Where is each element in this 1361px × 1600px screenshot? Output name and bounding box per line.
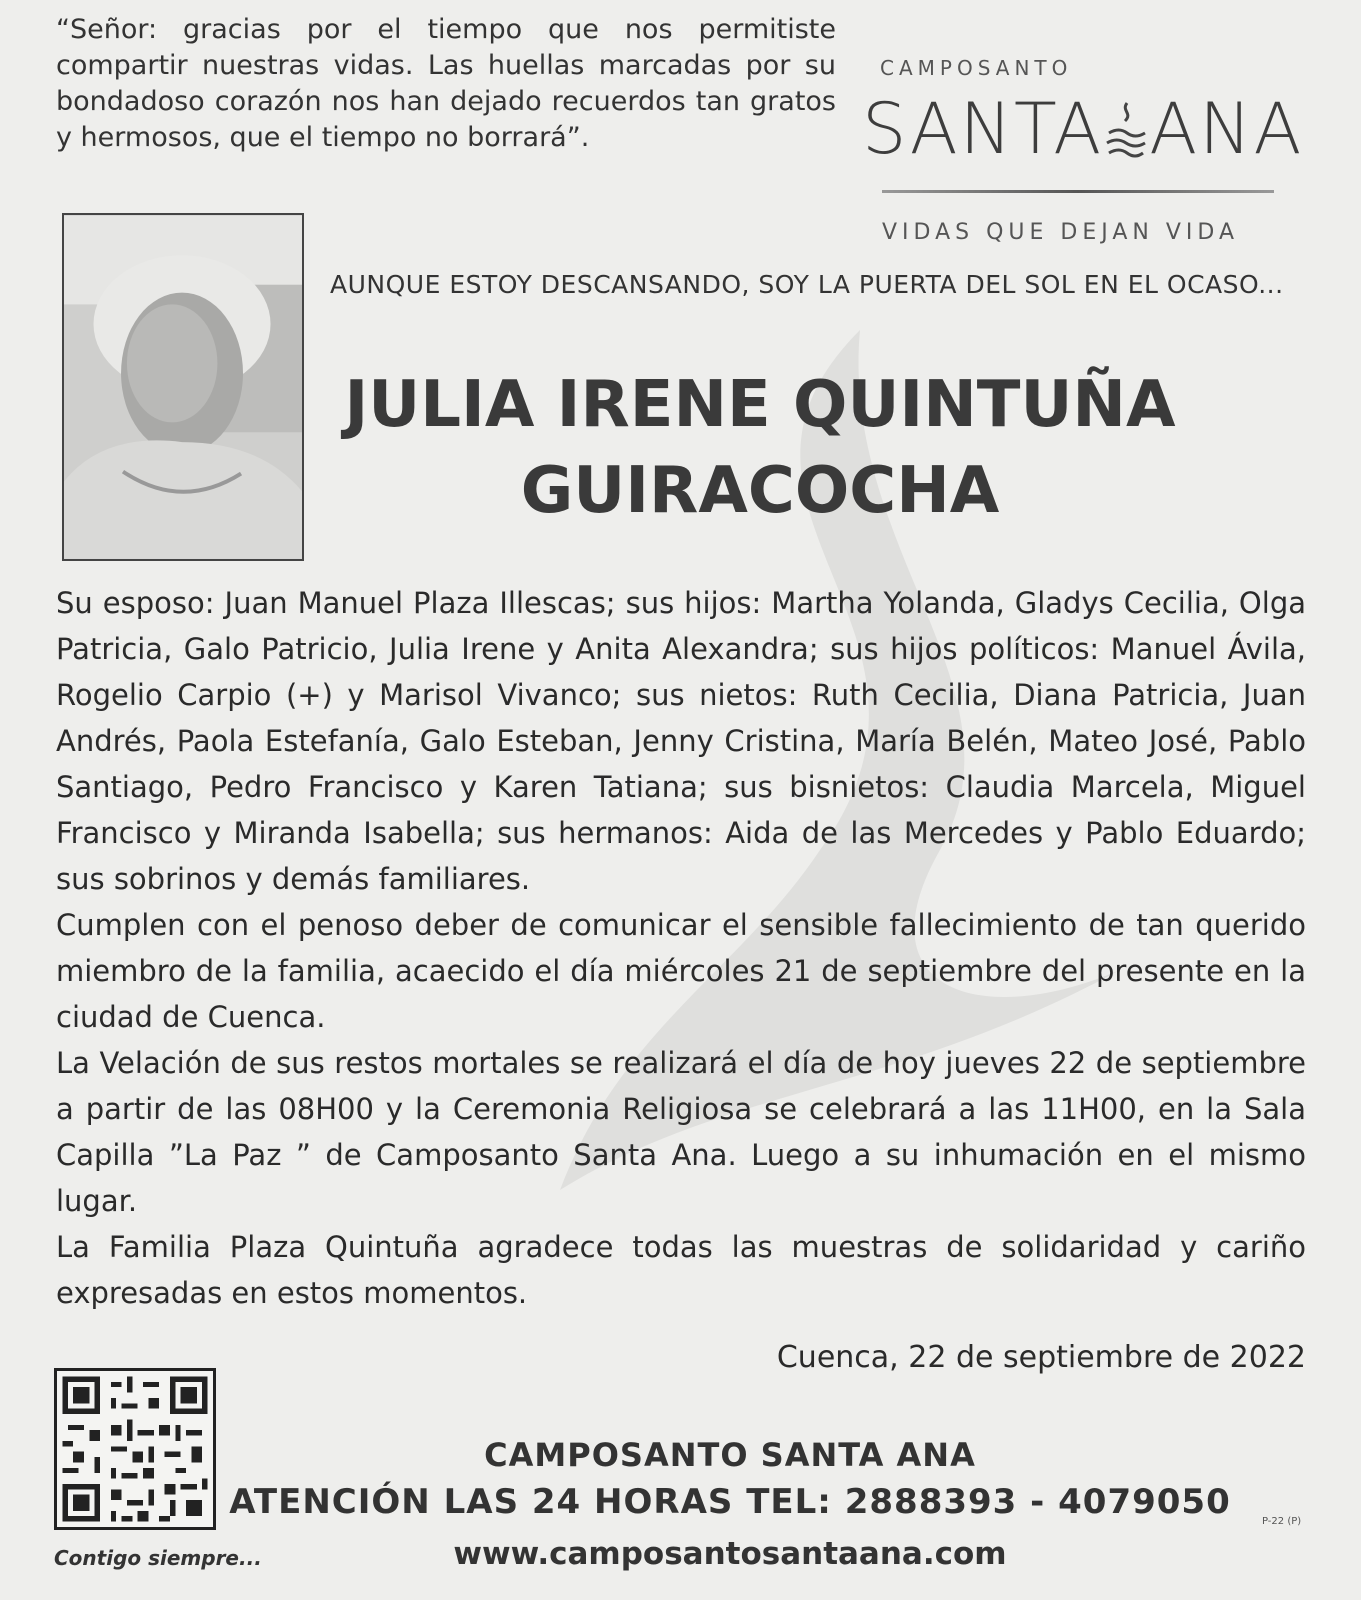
footer-phone: ATENCIÓN LAS 24 HORAS TEL: 2888393 - 4079050	[229, 1482, 1231, 1522]
death-notice-paragraph: Cumplen con el penoso deber de comunicar el sensible fallecimiento de tan querido miembro de la familia, acaecido el día miércoles 21 de septiembre del presente en la ciudad de Cuenca.	[56, 908, 1306, 1034]
logo-santa-ana	[862, 88, 1303, 170]
ad-code: P-22 (P)	[1262, 1516, 1302, 1527]
flame-waves-icon	[1103, 99, 1149, 169]
logo-ana-text: ANA	[1149, 88, 1304, 170]
logo-tagline: VIDAS QUE DEJAN VIDA	[882, 220, 1239, 245]
footer-company-name: CAMPOSANTO SANTA ANA	[484, 1436, 976, 1474]
opening-quote: “Señor: gracias por el tiempo que nos permitiste compartir nuestras vidas. Las huellas marcadas por su bondadoso corazón nos han dejado recuerdos tan gratos y hermosos, que el tiempo no borrará”.	[56, 14, 836, 153]
deceased-name	[330, 362, 1190, 534]
qr-code-icon	[54, 1368, 216, 1530]
notice-date: Cuenca, 22 de septiembre de 2022	[776, 1340, 1306, 1375]
announcement-body	[56, 580, 1306, 1316]
logo-camposanto: CAMPOSANTO	[880, 56, 1073, 80]
ceremony-paragraph: La Velación de sus restos mortales se realizará el día de hoy jueves 22 de septiembre a partir de las 08H00 y la Ceremonia Religiosa se celebrará a las 11H00, en la Sala Capilla ”La Paz ” de Camposanto Santa Ana. Luego a su inhumación en el mismo lugar.	[56, 1046, 1306, 1218]
footer-website: www.camposantosantaana.com	[453, 1536, 1007, 1572]
deceased-name-line1: JULIA IRENE QUINTUÑA	[344, 368, 1176, 442]
footer-slogan: Contigo siempre...	[54, 1546, 262, 1570]
deceased-photo	[62, 213, 304, 561]
family-paragraph: Su esposo: Juan Manuel Plaza Illescas; sus hijos: Martha Yolanda, Gladys Cecilia, Olga Patricia, Galo Patricio, Julia Irene y Anita Alexandra; sus hijos políticos: Manuel Ávila, Rogelio Carpio (+) y Marisol Vivanco; sus nietos: Ruth Cecilia, Diana Patricia, Juan Andrés, Paola Estefanía, Galo Esteban, Jenny Cristina, María Belén, Mateo José, Pablo Santiago, Pedro Francisco y Karen Tatiana; sus bisnietos: Claudia Marcela, Miguel Francisco y Miranda Isabella; sus hermanos: Aida de las Mercedes y Pablo Eduardo; sus sobrinos y demás familiares.	[56, 586, 1306, 896]
logo-santa-text: SANTA	[862, 88, 1104, 170]
deceased-name-line2: GUIRACOCHA	[520, 454, 1000, 528]
portrait-image	[64, 215, 302, 559]
epitaph-tagline: AUNQUE ESTOY DESCANSANDO, SOY LA PUERTA DEL SOL EN EL OCASO...	[330, 270, 1284, 299]
thanks-paragraph: La Familia Plaza Quintuña agradece todas las muestras de solidaridad y cariño expresadas en estos momentos.	[56, 1230, 1306, 1310]
logo-divider	[882, 190, 1274, 193]
